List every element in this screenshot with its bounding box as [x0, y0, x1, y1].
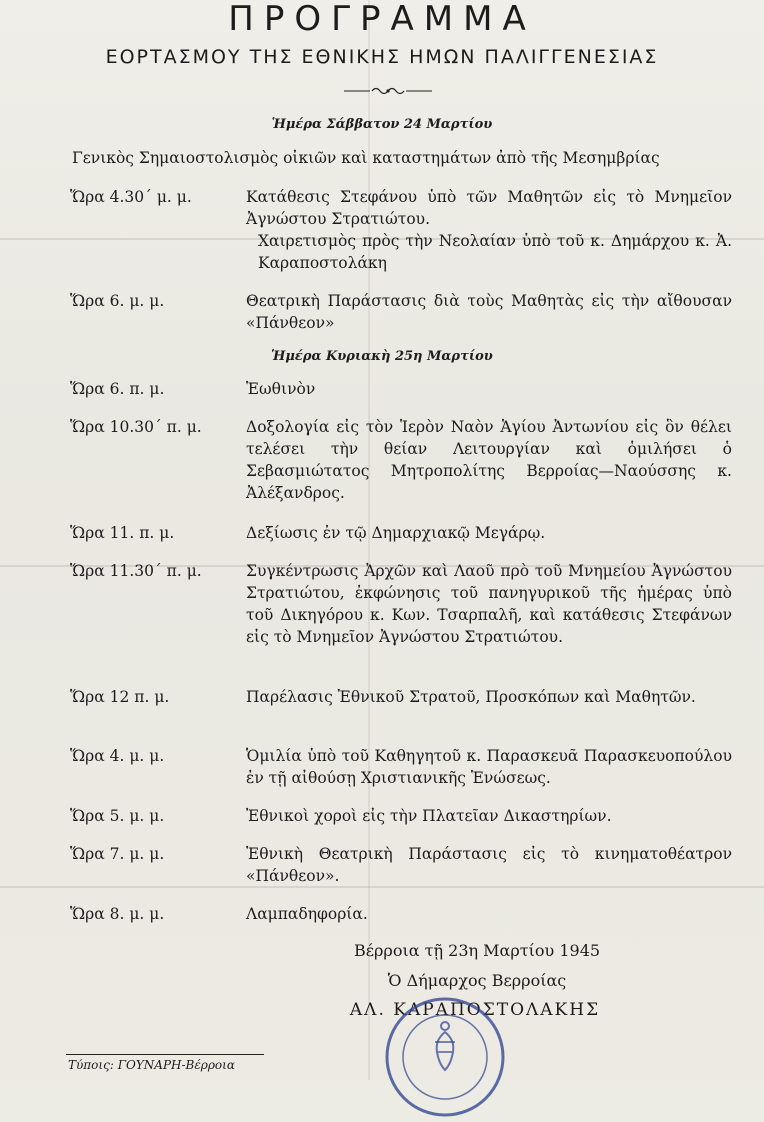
printer-credit: Τύποις: ΓΟΥΝΑΡΗ-Βέρροια: [68, 1058, 235, 1072]
signature-name: ΑΛ. ΚΑΡΑΠΟΣΤΟΛΑΚΗΣ: [349, 1000, 601, 1020]
event-description: Δεξίωσις ἐν τῷ Δημαρχιακῷ Μεγάρῳ.: [246, 524, 546, 542]
event-description: Συγκέντρωσις Ἀρχῶν καὶ Λαοῦ πρὸ τοῦ Μνημείου Ἀγνώστου Στρατιώτου, ἐκφώνησις τοῦ πανηγυρικοῦ τῆς ἡμέρας ὑπὸ τοῦ Δικηγόρου κ. Κων. Τσαρπαλῆ, καὶ κατάθεσις Στεφάνων εἰς τὸ Μνημεῖον Ἀγνώστου Στρατιώτου.: [246, 562, 732, 646]
event-time: Ὥρα 6. π. μ.: [70, 380, 165, 398]
event-description: Λαμπαδηφορία.: [246, 905, 368, 923]
ornament-divider: [342, 86, 434, 96]
general-decoration-text: Γενικὸς Σημαιοστολισμὸς οἰκιῶν καὶ καταστημάτων ἀπὸ τῆς Μεσημβρίας: [72, 149, 660, 167]
event-time: Ὥρα 10.30΄ π. μ.: [70, 418, 202, 436]
day-heading-saturday: Ἡμέρα Σάββατον 24 Μαρτίου: [271, 117, 493, 132]
event-description: Ὁμιλία ὑπὸ τοῦ Καθηγητοῦ κ. Παρασκευᾶ Παρασκευοπούλου ἐν τῇ αἰθούσῃ Χριστιανικῆς Ἑνώσεως.: [246, 747, 732, 787]
event-description: Ἑωθινὸν: [246, 380, 316, 398]
event-time: Ὥρα 4. μ. μ.: [70, 747, 165, 765]
printer-rule: [66, 1054, 264, 1055]
event-time: Ὥρα 7. μ. μ.: [70, 845, 165, 863]
signature-role: Ὁ Δήμαρχος Βερροίας: [387, 971, 567, 990]
event-description: Ἐθνικὴ Θεατρικὴ Παράστασις εἰς τὸ κινηματοθέατρον «Πάνθεον».: [246, 845, 732, 885]
event-description: Δοξολογία εἰς τὸν Ἱερὸν Ναὸν Ἁγίου Ἀντωνίου εἰς ὃν θέλει τελέσει τὴν θείαν Λειτουργίαν καὶ ὁμιλήσει ὁ Σεβασμιώτατος Μητροπολίτης Βερροίας—Ναούσσης κ. Ἀλέξανδρος.: [246, 418, 732, 502]
event-time: Ὥρα 6. μ. μ.: [70, 292, 165, 310]
document-subtitle: ΕΟΡΤΑΣΜΟΥ ΤΗΣ ΕΘΝΙΚΗΣ ΗΜΩΝ ΠΑΛΙΓΓΕΝΕΣΙΑΣ: [105, 46, 659, 68]
event-description: Παρέλασις Ἐθνικοῦ Στρατοῦ, Προσκόπων καὶ Μαθητῶν.: [246, 688, 696, 706]
event-description: Κατάθεσις Στεφάνου ὑπὸ τῶν Μαθητῶν εἰς τὸ Μνημεῖον Ἀγνώστου Στρατιώτου.: [246, 188, 732, 228]
event-time: Ὥρα 11.30΄ π. μ.: [70, 562, 202, 580]
event-time: Ὥρα 5. μ. μ.: [70, 807, 165, 825]
official-stamp: [380, 992, 510, 1122]
event-description: Θεατρικὴ Παράστασις διὰ τοὺς Μαθητὰς εἰς τὴν αἴθουσαν «Πάνθεον»: [246, 292, 732, 332]
document-title: ΠΡΟΓΡΑΜΜΑ: [228, 0, 536, 39]
event-description: Ἐθνικοὶ χοροὶ εἰς τὴν Πλατεῖαν Δικαστηρίων.: [246, 807, 612, 825]
event-time: Ὥρα 4.30΄ μ. μ.: [70, 188, 192, 206]
day-heading-sunday: Ἡμέρα Κυριακὴ 25η Μαρτίου: [271, 349, 493, 364]
event-time: Ὥρα 11. π. μ.: [70, 524, 175, 542]
signature-place-date: Βέρροια τῇ 23η Μαρτίου 1945: [353, 941, 601, 960]
event-description: Χαιρετισμὸς πρὸς τὴν Νεολαίαν ὑπὸ τοῦ κ. Δημάρχου κ. Ἀ. Καραποστολάκη: [258, 232, 732, 272]
event-time: Ὥρα 8. μ. μ.: [70, 905, 165, 923]
event-time: Ὥρα 12 π. μ.: [70, 688, 170, 706]
